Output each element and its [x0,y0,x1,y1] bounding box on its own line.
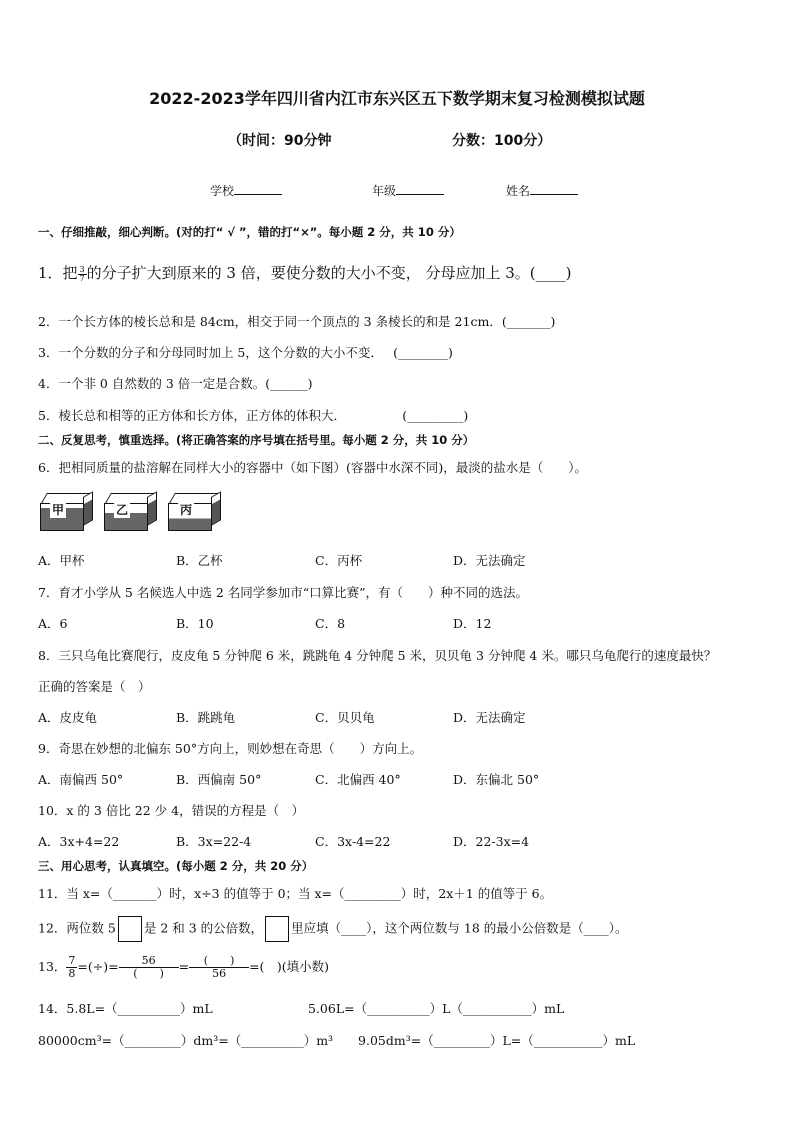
q1-frac-num: 3 [79,264,85,274]
question-1 [38,262,572,283]
cup-bing [168,493,218,531]
q12-digit-box-ref [265,916,289,942]
section-1-heading: 一、仔细推敲，细心判断。(对的打“ √ ”，错的打“×”。每小题 2 分，共 10 分） [38,225,461,239]
q6-option-b[interactable]: B．乙杯 [176,553,223,568]
q1-text: 的分子扩大到原来的 3 倍，要使分数的大小不变， 分母应加上 3。(____) [86,264,572,282]
school-field[interactable] [210,182,282,199]
cup-side [211,491,221,526]
q6-option-a[interactable]: A．甲杯 [38,553,85,568]
q8-option-b[interactable]: B．跳跳龟 [176,710,236,725]
q7-option-b[interactable]: B．10 [176,616,214,631]
name-field[interactable] [506,182,578,199]
section-3-heading: 三、用心思考，认真填空。(每小题 2 分，共 20 分） [38,859,314,873]
q9-option-b[interactable]: B．西偏南 50° [176,772,262,787]
question-11: 11．当 x=（_______）时，x÷3 的值等于 0；当 x=（_________）时，2x＋1 的值等于 6。 [38,886,553,901]
question-14-part-1: 14．5.8L=（__________）mL [38,1001,213,1016]
question-12 [38,916,628,942]
q9-option-d[interactable]: D．东偏北 50° [453,772,540,787]
question-10: 10．x 的 3 倍比 22 少 4，错误的方程是（ ） [38,803,305,818]
cup-label: 丙 [180,503,193,517]
q10-option-b[interactable]: B．3x=22-4 [176,834,252,849]
q13-f2-num: 56 [119,955,179,968]
q12-suffix: 里应填（____），这个两位数与 18 的最小公倍数是（____）。 [291,920,628,936]
question-7: 7．育才小学从 5 名候选人中选 2 名同学参加市“口算比赛”，有（ ）种不同的选法。 [38,585,529,600]
page-title: 2022-2023学年四川省内江市东兴区五下数学期末复习检测模拟试题 [149,89,645,108]
cup-side [83,491,93,526]
q1-fraction [78,266,87,283]
grade-field[interactable] [372,182,444,199]
q13-f1-den: 8 [68,967,76,980]
cup-label: 甲 [52,503,65,517]
question-3: 3．一个分数的分子和分母同时加上 5，这个分数的大小不变． (________) [38,345,453,360]
q8-option-c[interactable]: C．贝贝龟 [315,710,375,725]
q13-f3-den: 56 [212,967,227,980]
grade-label: 年级 [372,184,397,198]
q13-fraction-2 [119,955,179,980]
name-label: 姓名 [506,184,531,198]
q10-option-d[interactable]: D．22-3x=4 [453,834,530,849]
exam-time: （时间：90分钟 [228,133,332,149]
cup-side [147,491,157,526]
q13-prefix: 13． [38,959,67,974]
question-6: 6．把相同质量的盐溶解在同样大小的容器中（如下图）(容器中水深不同)，最淡的盐水是（ ）。 [38,460,587,475]
question-13 [38,955,329,980]
q9-option-a[interactable]: A．南偏西 50° [38,772,124,787]
q1-frac-den: 7 [79,273,85,283]
question-8-answer-prompt: 正确的答案是（ ） [38,679,151,694]
question-2: 2．一个长方体的棱长总和是 84cm，相交于同一个顶点的 3 条棱长的和是 21cm．(_______) [38,314,556,329]
q12-middle: 是 2 和 3 的公倍数， [143,920,264,936]
q6-option-c[interactable]: C．丙杯 [315,553,363,568]
q7-option-c[interactable]: C．8 [315,616,346,631]
question-4: 4．一个非 0 自然数的 3 倍一定是合数。(______) [38,376,313,391]
q13-f1-num: 7 [68,954,76,967]
q9-option-c[interactable]: C．北偏西 40° [315,772,401,787]
cup-label: 乙 [116,503,129,517]
q10-option-c[interactable]: C．3x-4=22 [315,834,391,849]
question-9: 9．奇思在妙想的北偏东 50°方向上，则妙想在奇思（ ）方向上。 [38,741,423,756]
exam-score: 分数：100分） [452,133,552,149]
q7-option-d[interactable]: D．12 [453,616,492,631]
cup-yi [104,493,154,531]
q8-option-d[interactable]: D．无法确定 [453,710,526,725]
q13-suffix: =( )(填小数) [249,959,330,974]
section-2-heading: 二、反复思考，慎重选择。(将正确答案的序号填在括号里。每小题 2 分，共 10 分） [38,433,475,447]
q13-fraction-1 [66,955,77,980]
q13-eq-1: =(÷)= [77,959,119,974]
q7-option-a[interactable]: A．6 [38,616,68,631]
q8-option-a[interactable]: A．皮皮龟 [38,710,98,725]
q1-prefix: 1．把 [38,264,78,282]
q13-f3-num[interactable]: ( ) [189,955,249,968]
question-5: 5．棱长总和相等的正方体和长方体，正方体的体积大． (_________) [38,408,469,423]
q13-eq-2: = [178,959,190,974]
q13-f2-den[interactable]: ( ) [133,967,164,980]
q6-option-d[interactable]: D．无法确定 [453,553,526,568]
q10-option-a[interactable]: A．3x+4=22 [38,834,120,849]
q13-fraction-3 [189,955,249,980]
question-14-part-2: 5.06L=（__________）L（___________）mL [308,1001,565,1016]
school-label: 学校 [210,184,235,198]
question-8: 8．三只乌龟比赛爬行，皮皮龟 5 分钟爬 6 米，跳跳龟 4 分钟爬 5 米，贝贝龟 3 分钟爬 4 米。哪只乌龟爬行的速度最快？ [38,648,717,663]
q12-prefix: 12．两位数 5 [38,920,116,936]
question-14-line-2: 80000cm³=（_________）dm³=（__________）m³ 9.05dm³=（_________）L=（___________）mL [38,1033,636,1048]
q12-digit-box[interactable] [118,916,142,942]
cup-jia [40,493,90,531]
